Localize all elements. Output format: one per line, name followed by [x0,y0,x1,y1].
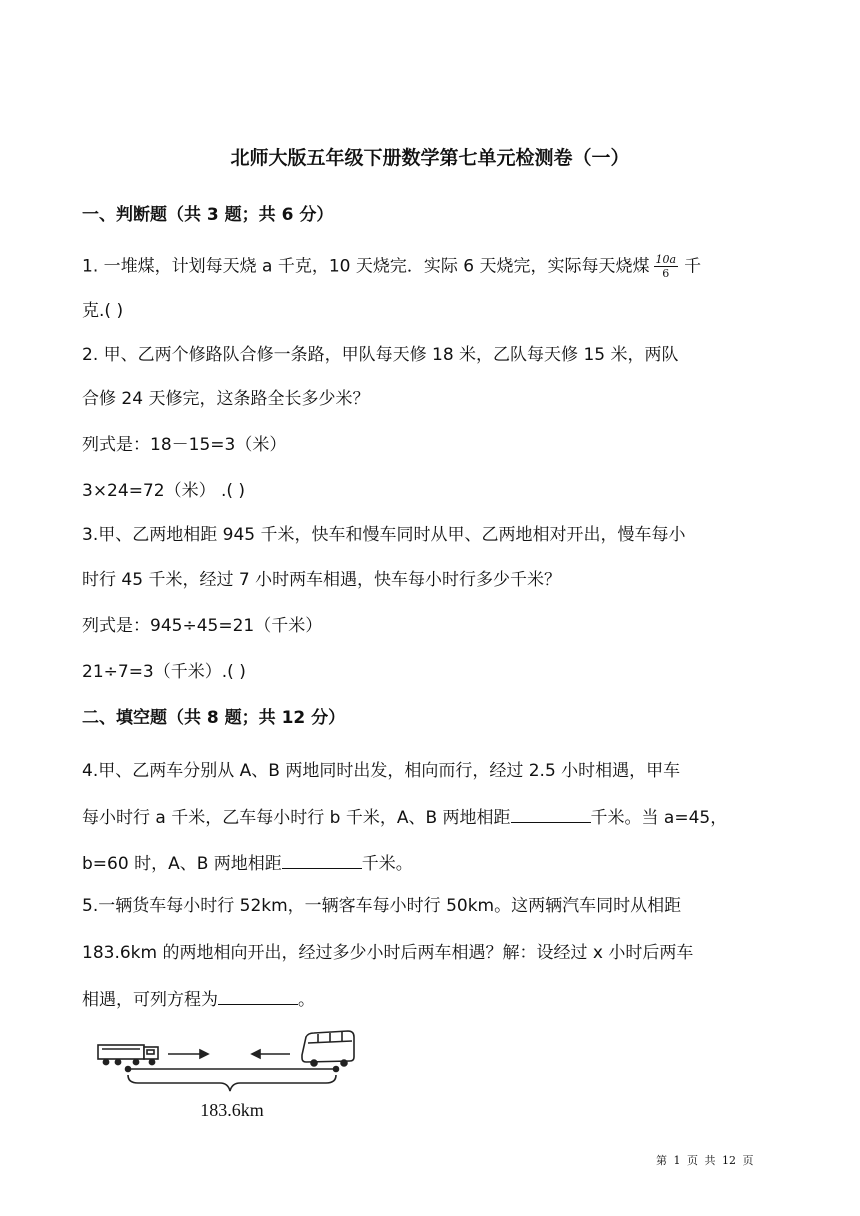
question-2-line-1: 2. 甲、乙两个修路队合修一条路，甲队每天修 18 米，乙队每天修 15 米，两队 [82,345,679,365]
page-title: 北师大版五年级下册数学第七单元检测卷（一） [230,147,630,169]
question-5-line-2: 183.6km 的两地相向开出，经过多少小时后两车相遇？解：设经过 x 小时后两车 [82,943,694,963]
question-1-unit: 千 [684,256,702,277]
question-1-text: 1. 一堆煤，计划每天烧 a 千克，10 天烧完．实际 6 天烧完，实际每天烧煤 [82,256,650,277]
question-4-text-c: b=60 时，A、B 两地相距 [82,854,282,874]
question-5-line-3 [82,986,315,1012]
question-5-text-b: 。 [298,990,315,1010]
section-1-heading: 一、判断题（共 3 题；共 6 分） [82,205,334,225]
question-4-text-d: 千米。 [361,854,413,874]
question-1-line-1 [82,253,701,280]
question-2-line-4: 3×24=72（米） .( ) [82,481,246,501]
fraction-denominator: 6 [662,267,670,280]
answer-blank[interactable] [511,804,591,823]
right-arrow-icon [168,1050,208,1058]
question-3-line-2: 时行 45 千米，经过 7 小时两车相遇，快车每小时行多少千米？ [82,570,562,590]
question-2-line-3: 列式是：18－15=3（米） [82,435,287,455]
distance-bracket [126,1067,339,1092]
left-arrow-icon [252,1050,290,1058]
answer-blank[interactable] [282,850,362,869]
question-2-line-2: 合修 24 天修完，这条路全长多少米？ [82,389,370,409]
truck-icon [98,1045,158,1065]
section-2-heading: 二、填空题（共 8 题；共 12 分） [82,708,346,728]
question-5-text-a: 相遇，可列方程为 [82,990,218,1010]
fraction-numerator: 10a [655,253,677,266]
page-footer: 第 1 页 共 12 页 [656,1154,754,1167]
question-3-line-4: 21÷7=3（千米）.( ) [82,662,246,682]
question-4-line-2 [82,804,727,830]
bus-icon [302,1031,354,1066]
question-1-line-2: 克.( ) [82,301,124,321]
question-4-text-a: 每小时行 a 千米，乙车每小时行 b 千米，A、B 两地相距 [82,808,511,828]
question-4-line-3 [82,850,413,876]
question-3-line-1: 3.甲、乙两地相距 945 千米，快车和慢车同时从甲、乙两地相对开出，慢车每小 [82,525,686,545]
question-5-line-1: 5.一辆货车每小时行 52km，一辆客车每小时行 50km。这两辆汽车同时从相距 [82,896,682,916]
answer-blank[interactable] [218,986,298,1005]
distance-diagram [92,1025,362,1125]
question-4-line-1: 4.甲、乙两车分别从 A、B 两地同时出发，相向而行，经过 2.5 小时相遇，甲车 [82,761,681,781]
question-4-text-b: 千米。当 a=45， [590,808,728,828]
distance-label: 183.6km [200,1100,264,1120]
fraction [654,253,679,280]
question-3-line-3: 列式是：945÷45=21（千米） [82,616,323,636]
